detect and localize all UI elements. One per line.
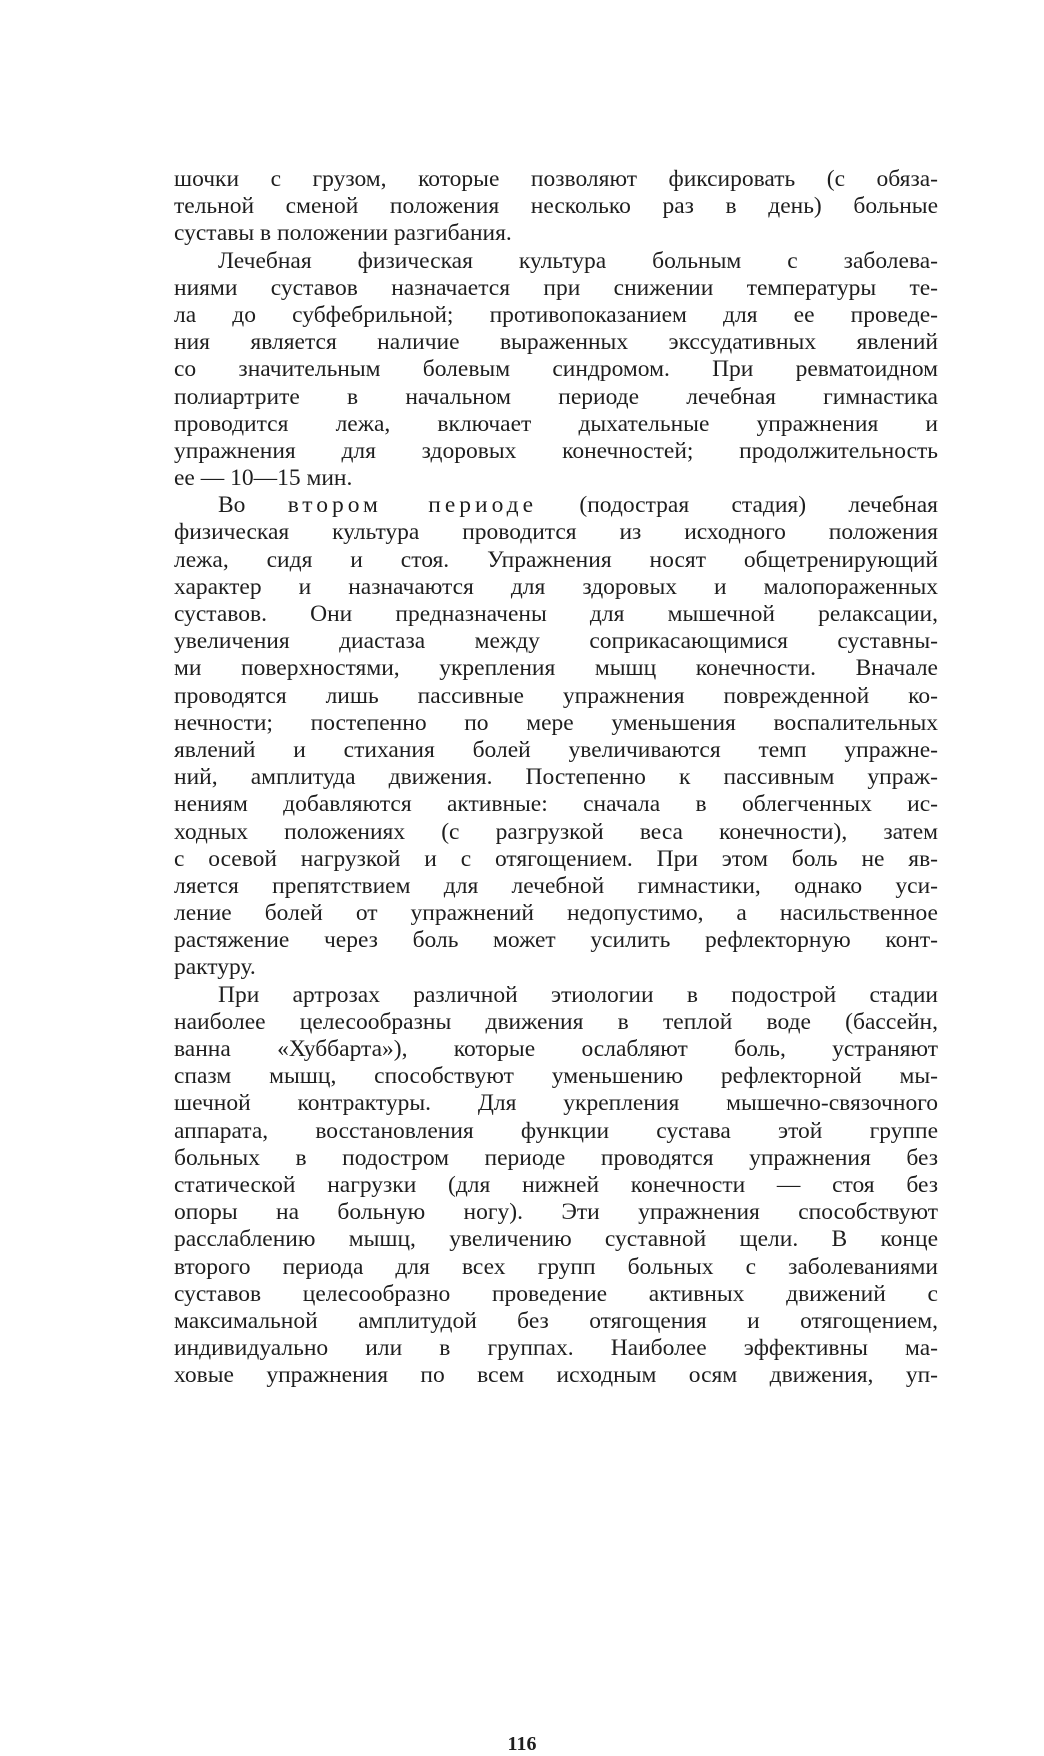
- text-line: При артрозах различной этиологии в подострой стадии: [218, 981, 938, 1008]
- text-fragment: Во: [218, 492, 288, 519]
- text-line: статической нагрузки (для нижней конечности — стоя без: [174, 1171, 938, 1198]
- text-line: расслаблению мышц, увеличению суставной щели. В конце: [174, 1226, 938, 1253]
- paragraph-2: [174, 248, 938, 493]
- paragraph-4: [174, 982, 938, 1390]
- emphasized-spaced-text: втором периоде: [287, 492, 538, 519]
- text-line: больных в подостром периоде проводятся упражнения без: [174, 1144, 938, 1171]
- text-line: физическая культура проводится из исходного положения: [174, 519, 938, 546]
- text-line: нечности; постепенно по мере уменьшения воспалительных: [174, 709, 938, 736]
- text-line: Лечебная физическая культура больным с заболева-: [218, 247, 938, 274]
- text-line: явлений и стихания болей увеличиваются темп упражне-: [174, 736, 938, 763]
- text-line: ванна «Хуббарта»), которые ослабляют боль, устраняют: [174, 1036, 938, 1062]
- text-line: увеличения диастаза между соприкасающимися суставны-: [174, 628, 938, 655]
- paragraph-3: [174, 492, 938, 981]
- text-line: шочки с грузом, которые позволяют фиксировать (с обяза-: [174, 166, 938, 192]
- text-line: ний, амплитуда движения. Постепенно к пассивным упраж-: [174, 764, 938, 791]
- text-line: опоры на больную ногу). Эти упражнения способствуют: [174, 1199, 938, 1226]
- text-line: наиболее целесообразны движения в теплой воде (бассейн,: [174, 1008, 938, 1035]
- text-line: спазм мышц, способствуют уменьшению рефлекторной мы-: [174, 1063, 938, 1090]
- text-line: ния является наличие выраженных экссудативных явлений: [174, 329, 938, 356]
- text-line: ниями суставов назначается при снижении температуры те-: [174, 274, 938, 301]
- text-line-first: [174, 492, 938, 519]
- text-line: нениям добавляются активные: сначала в облегченных ис-: [174, 791, 938, 818]
- page-text: [174, 166, 938, 1389]
- text-line: ховые упражнения по всем исходным осям движения, уп-: [174, 1362, 938, 1389]
- text-line: полиартрите в начальном периоде лечебная гимнастика: [174, 383, 938, 410]
- text-line: ление болей от упражнений недопустимо, а насильственное: [174, 900, 938, 927]
- text-line: ее — 10—15 мин.: [174, 465, 353, 492]
- text-line: с осевой нагрузкой и с отягощением. При этом боль не яв-: [174, 845, 938, 872]
- text-line: суставов целесообразно проведение активных движений с: [174, 1280, 938, 1307]
- text-line: ляется препятствием для лечебной гимнастики, однако уси-: [174, 872, 938, 899]
- page-number: 116: [507, 1733, 537, 1755]
- text-line: со значительным болевым синдромом. При ревматоидном: [174, 356, 938, 383]
- text-line: шечной контрактуры. Для укрепления мышечно-связочного: [174, 1090, 938, 1117]
- text-line: суставы в положении разгибания.: [174, 220, 512, 247]
- text-line: рактуру.: [174, 954, 256, 981]
- text-line: ла до субфебрильной; противопоказанием для ее проведе-: [174, 301, 938, 328]
- text-line: ходных положениях (с разгрузкой веса конечности), затем: [174, 818, 938, 845]
- text-fragment: (подострая стадия) лечебная: [537, 492, 938, 519]
- text-line: ми поверхностями, укрепления мышц конечности. Вначале: [174, 655, 938, 682]
- text-line: проводятся лишь пассивные упражнения поврежденной ко-: [174, 682, 938, 709]
- text-line: суставов. Они предназначены для мышечной релаксации,: [174, 601, 938, 627]
- text-line: тельной сменой положения несколько раз в день) больные: [174, 193, 938, 220]
- text-line: проводится лежа, включает дыхательные упражнения и: [174, 410, 938, 437]
- text-line: растяжение через боль может усилить рефлекторную конт-: [174, 927, 938, 954]
- text-line: второго периода для всех групп больных с заболеваниями: [174, 1253, 938, 1280]
- paragraph-1: [174, 166, 938, 248]
- text-line: индивидуально или в группах. Наиболее эффективны ма-: [174, 1335, 938, 1362]
- text-line: упражнения для здоровых конечностей; продолжительность: [174, 437, 938, 464]
- text-line: лежа, сидя и стоя. Упражнения носят общетренирующий: [174, 546, 938, 573]
- text-line: аппарата, восстановления функции сустава этой группе: [174, 1117, 938, 1144]
- text-line: характер и назначаются для здоровых и малопораженных: [174, 573, 938, 600]
- text-line: максимальной амплитудой без отягощения и отягощением,: [174, 1307, 938, 1334]
